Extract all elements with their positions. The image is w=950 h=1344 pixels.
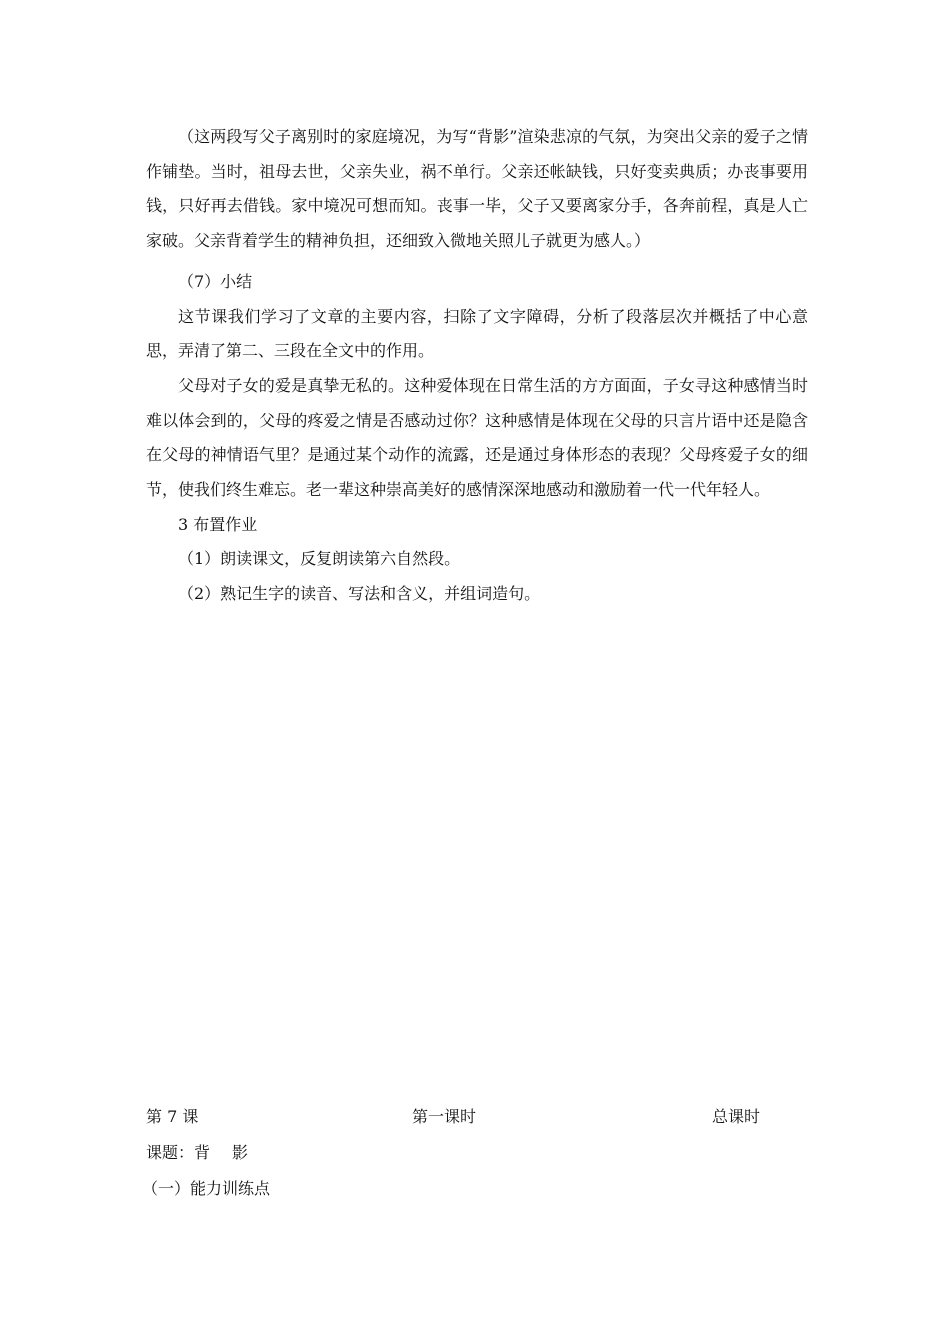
lesson-number: 第 7 课: [146, 1107, 199, 1126]
topic-row: [146, 1140, 808, 1164]
paragraph-homework-heading: 3 布置作业: [178, 514, 258, 534]
lesson-total-hours: 总课时: [712, 1107, 761, 1126]
lesson-info-row: [146, 1104, 808, 1128]
paragraph-background-note: （这两段写父子离别时的家庭境况，为写“背影”渲染悲凉的气氛，为突出父亲的爱子之情作铺垫。当时，祖母去世，父亲失业，祸不单行。父亲还帐缺钱，只好变卖典质；办丧事要用钱，只好再去借钱。家中境况可想而知。丧事一毕，父子又要离家分手，各奔前程，真是人亡家破。父亲背着学生的精神负担，还细致入微地关照儿子就更为感人。）: [146, 127, 808, 251]
topic-label: 课题：: [146, 1143, 195, 1162]
section-heading: （一）能力训练点: [142, 1179, 271, 1198]
paragraph-summary: 这节课我们学习了文章的主要内容，扫除了文字障碍，分析了段落层次并概括了中心意思，弄清了第二、三段在全文中的作用。: [146, 306, 808, 361]
lesson-period: 第一课时: [412, 1107, 477, 1126]
next-lesson-header: [142, 1104, 808, 1200]
homework-item-1: （1）朗读课文，反复朗读第六自然段。: [178, 549, 461, 569]
homework-item-2: （2）熟记生字的读音、写法和含义，并组词造句。: [178, 584, 541, 604]
paragraph-summary-heading: （7）小结: [178, 271, 253, 291]
topic-title-char-1: 背: [194, 1143, 211, 1162]
lesson-body: [146, 120, 808, 612]
topic-title-char-2: 影: [232, 1143, 249, 1162]
paragraph-parental-love: 父母对子女的爱是真挚无私的。这种爱体现在日常生活的方方面面，子女寻这种感情当时难以体会到的，父母的疼爱之情是否感动过你？这种感情是体现在父母的只言片语中还是隐含在父母的神情语气里？是通过某个动作的流露，还是通过身体形态的表现？父母疼爱子女的细节，使我们终生难忘。老一辈这种崇高美好的感情深深地感动和激励着一代一代年轻人。: [146, 375, 808, 500]
